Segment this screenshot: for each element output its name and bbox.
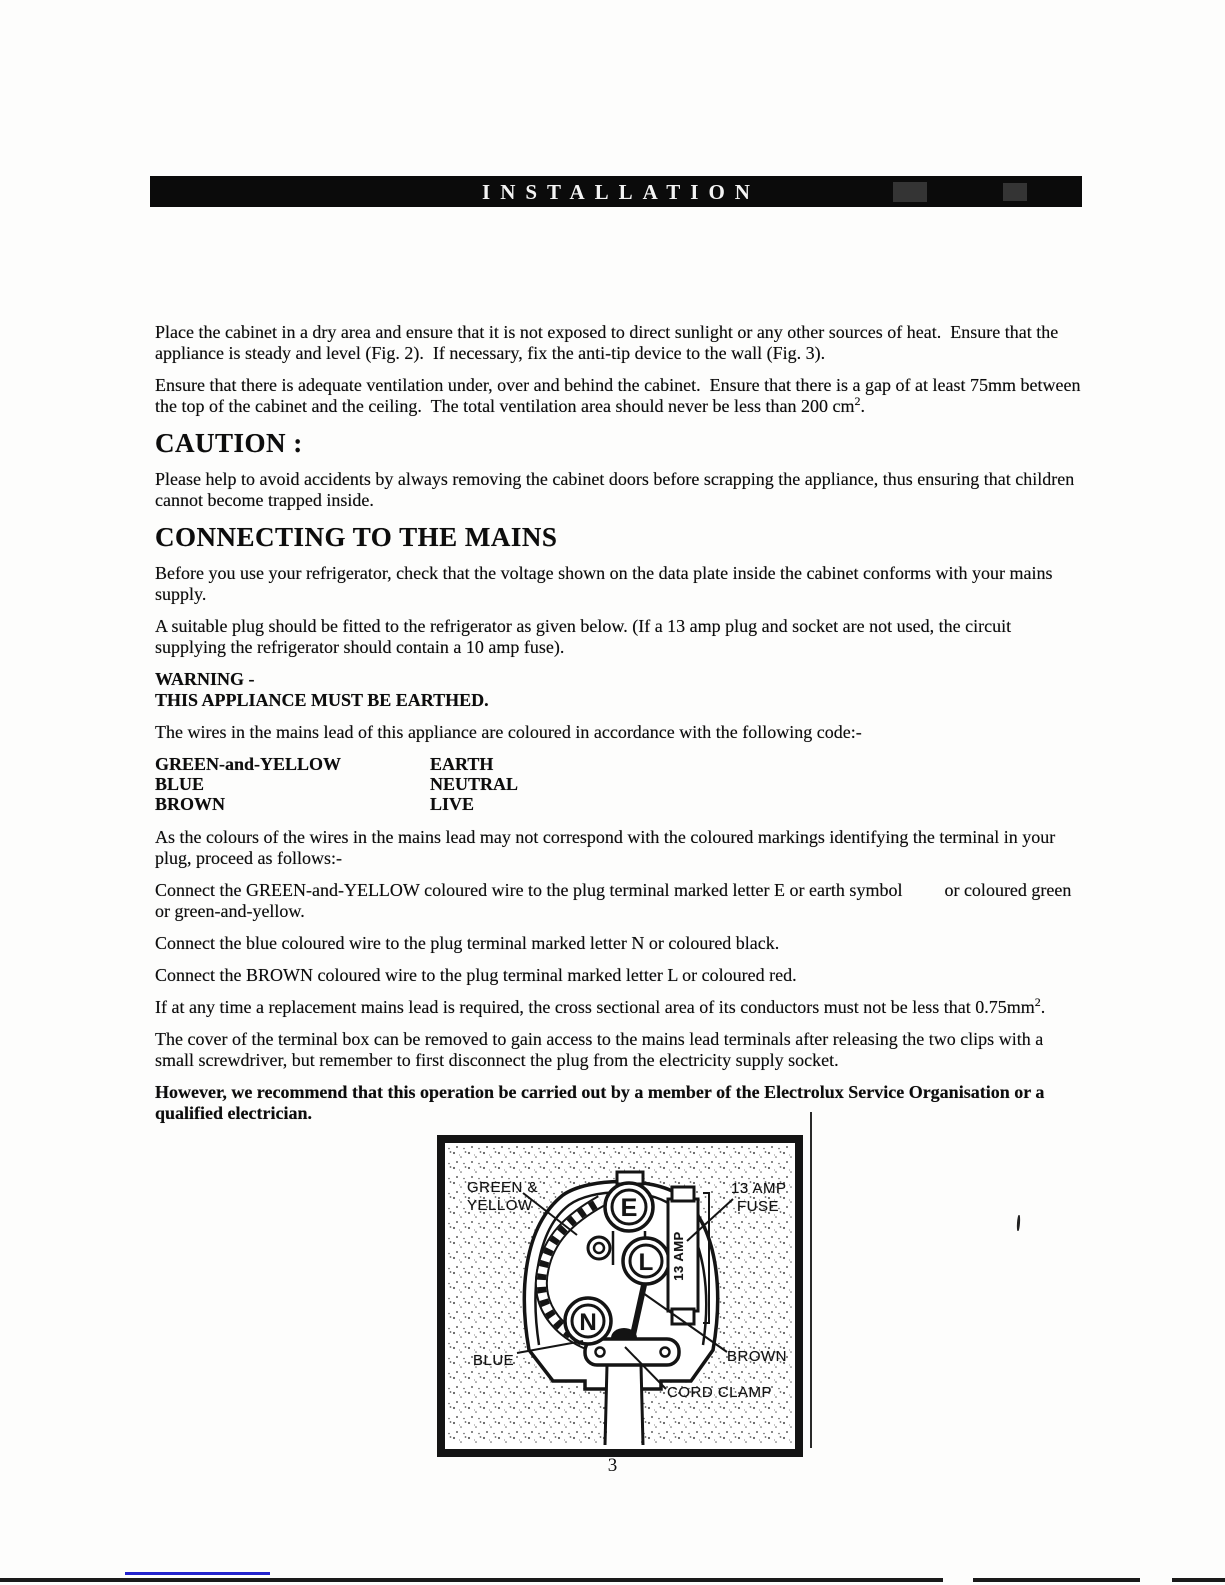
superscript-two: 2 <box>854 394 861 408</box>
wire-colour-table <box>155 754 1083 814</box>
page-body <box>155 322 1083 1457</box>
terminal-L-label: L <box>638 1249 654 1276</box>
text-run: Connect the GREEN-and-YELLOW coloured wire to the plug terminal marked letter E or earth symbol <box>155 880 903 900</box>
wire-terminal-cell: NEUTRAL <box>430 774 519 794</box>
table-row <box>155 754 1083 774</box>
scan-edge-line <box>0 1578 943 1582</box>
warning-block <box>155 669 1083 711</box>
paragraph-blue-wire: Connect the blue coloured wire to the plug terminal marked letter N or coloured black. <box>155 933 780 953</box>
green-yellow-label-line1: GREEN & <box>467 1179 539 1196</box>
scan-smudge <box>893 182 927 202</box>
paragraph-voltage-check: Before you use your refrigerator, check that the voltage shown on the data plate inside the cabinet conforms with your mains supply. <box>155 563 1057 604</box>
text-run: Ensure that there is adequate ventilation under, over and behind the cabinet. Ensure that there is a gap of at least 75mm between the top of the cabinet and the ceiling. The total ventilation area should never be less than 200 cm <box>155 375 1085 416</box>
mains-cable <box>605 1365 643 1445</box>
terminal-N-label: N <box>579 1309 597 1336</box>
paragraph-replacement-lead <box>155 997 1083 1018</box>
brown-label: BROWN <box>727 1348 787 1365</box>
installation-header-bar <box>150 176 1082 207</box>
paragraph-wire-code-intro: The wires in the mains lead of this appliance are coloured in accordance with the following code:- <box>155 722 862 742</box>
section-title: INSTALLATION <box>482 180 760 204</box>
fuse-label-line1: 13 AMP <box>731 1180 787 1197</box>
table-row <box>155 794 1083 814</box>
warning-line-2: THIS APPLIANCE MUST BE EARTHED. <box>155 690 489 710</box>
superscript-two: 2 <box>1034 995 1041 1009</box>
text-run: . <box>860 396 865 416</box>
warning-line-1: WARNING - <box>155 669 255 689</box>
wire-terminal-cell: EARTH <box>430 754 494 774</box>
paragraph-placement: Place the cabinet in a dry area and ensure that it is not exposed to direct sunlight or any other sources of heat. Ensure that the appliance is steady and level (Fig. 2). If necessary, fix the anti-tip device to the wall (Fig. 3). <box>155 322 1063 363</box>
terminal-E-label: E <box>620 1194 638 1222</box>
scan-artifact-vertical-line <box>810 1112 812 1448</box>
fuse-body-label: 13 AMP <box>671 1231 686 1281</box>
scan-smudge <box>1003 183 1027 201</box>
connecting-mains-heading: CONNECTING TO THE MAINS <box>155 522 558 552</box>
page-number: 3 <box>607 1455 618 1476</box>
wire-colour-cell: GREEN-and-YELLOW <box>155 754 342 774</box>
table-row <box>155 774 1083 794</box>
scan-edge-line <box>1172 1578 1225 1582</box>
text-run: or coloured green or green-and-yellow. <box>155 880 1076 921</box>
paragraph-terminal-box: The cover of the terminal box can be removed to gain access to the mains lead terminals after releasing the two clips with a small screwdriver, but remember to first disconnect the plug from the electricity supply socket. <box>155 1029 1048 1070</box>
wire-colour-cell: BLUE <box>155 774 205 794</box>
paragraph-brown-wire: Connect the BROWN coloured wire to the plug terminal marked letter L or coloured red. <box>155 965 797 985</box>
caution-heading: CAUTION : <box>155 428 303 458</box>
wire-terminal-cell: LIVE <box>430 794 475 814</box>
paragraph-colour-mismatch: As the colours of the wires in the mains lead may not correspond with the coloured markings identifying the terminal in your plug, proceed as follows:- <box>155 827 1060 868</box>
paragraph-caution: Please help to avoid accidents by always removing the cabinet doors before scrapping the appliance, thus ensuring that children cannot become trapped inside. <box>155 469 1079 510</box>
plug-wiring-figure <box>437 1135 803 1457</box>
cord-clamp-label: CORD CLAMP <box>667 1384 773 1401</box>
paragraph-ventilation <box>155 375 1083 417</box>
green-yellow-label-line2: YELLOW <box>467 1197 533 1214</box>
paragraph-service-recommendation: However, we recommend that this operation be carried out by a member of the Electrolux Service Organisation or a qualified electrician. <box>155 1082 1049 1123</box>
wire-colour-cell: BROWN <box>155 794 226 814</box>
blue-label: BLUE <box>473 1352 515 1369</box>
paragraph-earth-wire <box>155 880 1083 922</box>
plug-wiring-diagram <box>437 1135 803 1457</box>
paragraph-suitable-plug: A suitable plug should be fitted to the refrigerator as given below. (If a 13 amp plug and socket are not used, the circuit supplying the refrigerator should contain a 10 amp fuse). <box>155 616 1016 657</box>
scan-artifact-blue-line <box>125 1572 270 1575</box>
scan-edge-line <box>973 1578 1140 1582</box>
fuse-label-line2: FUSE <box>737 1198 780 1215</box>
text-run: If at any time a replacement mains lead is required, the cross sectional area of its conductors must not be less that 0.75mm <box>155 997 1035 1017</box>
text-run: . <box>1040 997 1046 1017</box>
